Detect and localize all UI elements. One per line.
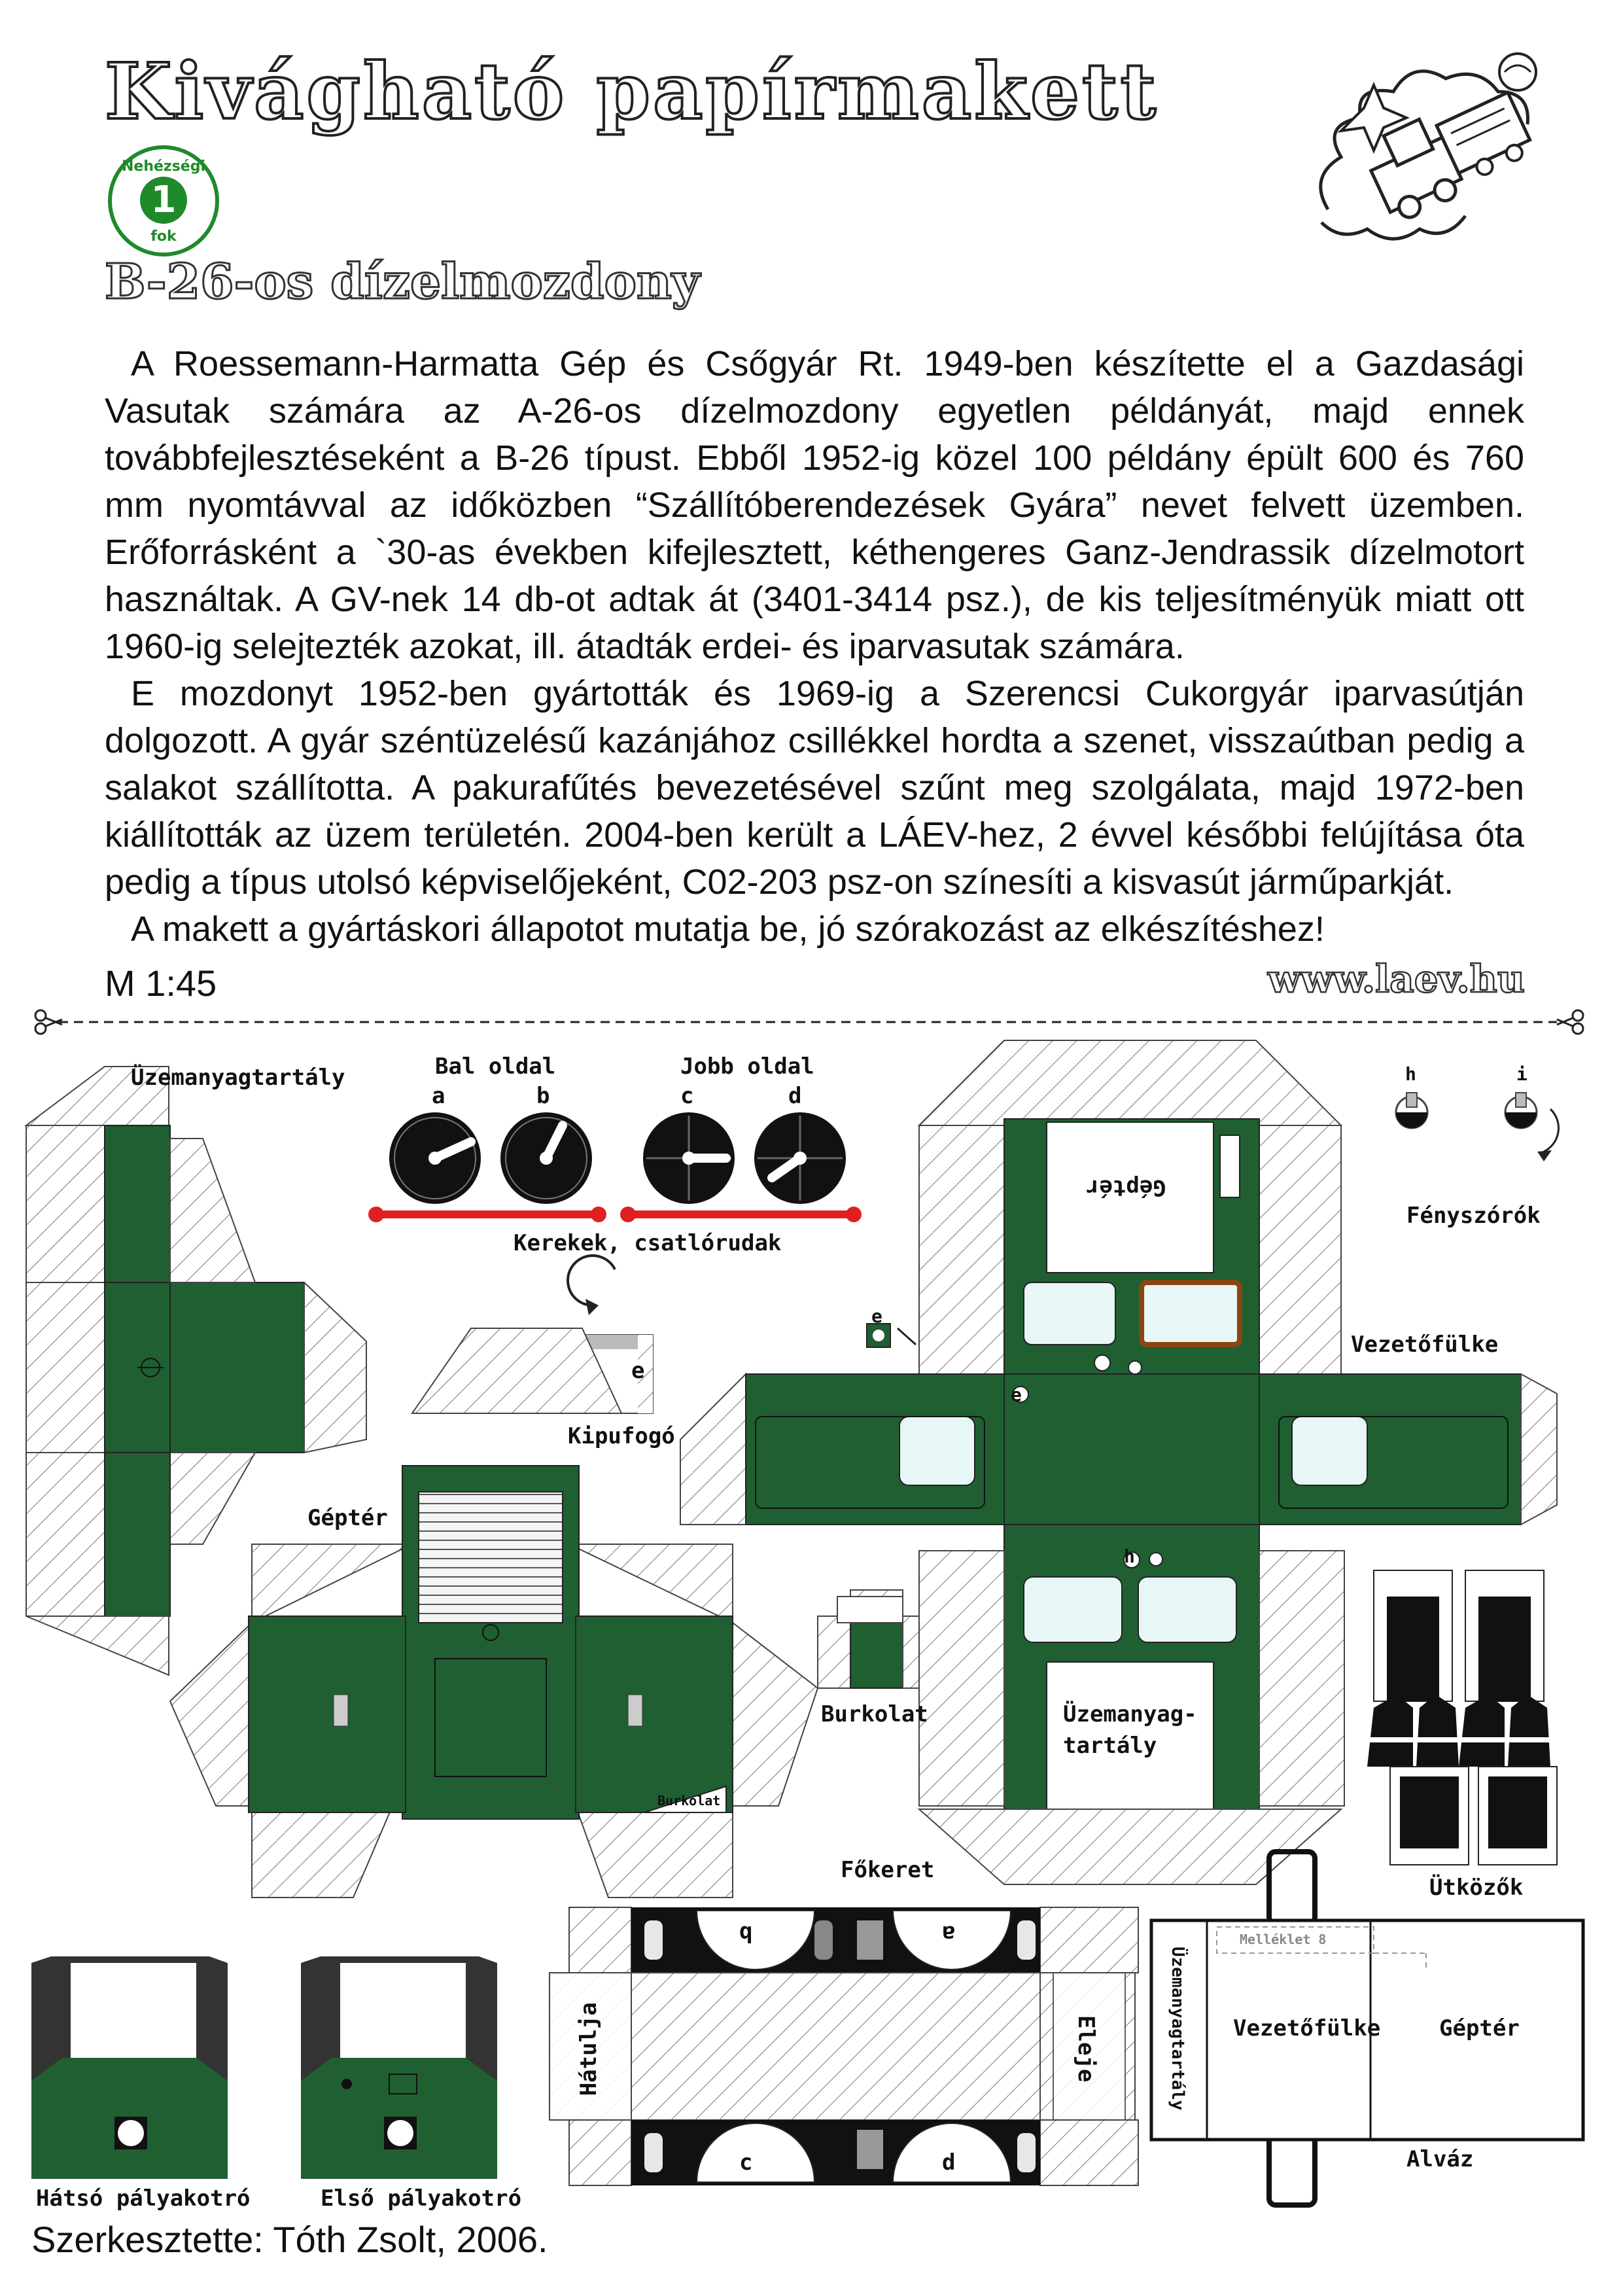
model-scale: M 1:45 xyxy=(105,963,217,1004)
chassis-cab-label: Vezetőfülke xyxy=(1233,2015,1381,2041)
headlights-label: Fényszórók xyxy=(1406,1203,1541,1229)
cab-marker-e: e xyxy=(871,1305,882,1327)
buffers-label: Ütközők xyxy=(1429,1875,1524,1901)
front-plow-label: Első pályakotró xyxy=(321,2185,522,2212)
main-frame-net xyxy=(550,1907,1138,2185)
wheels-right-side-label: Jobb oldal xyxy=(680,1053,814,1080)
difficulty-label-top: Nehézségi xyxy=(121,158,206,175)
cladding-tab-label: Burkolat xyxy=(657,1793,721,1809)
chassis-appendix-label: Melléklet 8 xyxy=(1240,1932,1327,1947)
intro-paragraph: A makett a gyártáskori állapotot mutatja be, jó szórakozást az elkészítéshez! xyxy=(131,910,1325,949)
scissors-icon xyxy=(35,1010,62,1034)
fuel-tank-label: Üzemanyagtartály xyxy=(131,1065,345,1091)
wheel-a xyxy=(389,1112,481,1204)
buffers-parts xyxy=(1367,1570,1557,1865)
main-frame-rear-label: Hátulja xyxy=(576,2002,602,2096)
wheels-set xyxy=(368,1112,862,1222)
chassis-engine-label: Géptér xyxy=(1439,2015,1520,2041)
wheel-c-label: c xyxy=(680,1083,694,1109)
main-frame-front-label: Eleje xyxy=(1073,2015,1099,2083)
cladding-label: Burkolat xyxy=(821,1701,928,1727)
fuel-tank-line-2: tartály xyxy=(1063,1733,1157,1759)
main-frame-label: Főkeret xyxy=(841,1857,935,1883)
engine-room-label: Géptér xyxy=(307,1505,388,1531)
chassis-label: Alváz xyxy=(1406,2146,1474,2172)
website-url: www.laev.hu xyxy=(1267,957,1525,1001)
wheel-d xyxy=(754,1112,846,1204)
wheel-c xyxy=(643,1112,735,1204)
intro-paragraph: A Roessemann-Harmatta Gép és Csőgyár Rt. 1949-ben készítette el a Gazdasági Vasutak számára az A-26-os dízelmozdony egyetlen példányát, majd ennek továbbfejlesztéseként a B-26 típust. Ebből 1952-ig közel 100 példány épült 600 és 760 mm nyomtávval az időközben “Szállítóberendezések Gyára” nevet felvett üzemben. Erőforrásként a `30-as években kifejlesztett, kéthengeres Ganz-Jendrassik dízelmotort használtak. A GV-nek 14 db-ot adtak át (3401-3414 psz.), de kis teljesítményük miatt ott 1960-ig selejtezték azokat, ill. átadták erdei- és iparvasutak számára. xyxy=(105,344,1524,666)
wheel-b-label: b xyxy=(536,1083,550,1109)
difficulty-value: 1 xyxy=(140,177,187,224)
headlights xyxy=(1396,1093,1558,1161)
cab-label: Vezetőfülke xyxy=(1351,1332,1499,1358)
intro-paragraph: E mozdonyt 1952-ben gyártották és 1969-ig a Szerencsi Cukorgyár iparvasútján dolgozott. A gyár széntüzelésű kazánjához csillékkel hordta a szenet, visszaútban pedig a salakot szállította. A pakurafűtés bevezetésével szűnt meg szolgálata, majd 1972-ben kiállították az üzem területén. 2004-ben került a LÁEV-hez, 2 évvel későbbi felújítása óta pedig a típus utolsó képviselőjeként, C02-203 psz-on színesíti a kisvasút járműparkját. xyxy=(105,674,1524,902)
credit-line: Szerkesztette: Tóth Zsolt, 2006. xyxy=(31,2219,548,2260)
rear-plow xyxy=(31,1956,228,2179)
difficulty-label-bottom: fok xyxy=(150,228,177,245)
cab-marker-h: h xyxy=(1124,1545,1135,1567)
wheel-a-label: a xyxy=(432,1083,445,1109)
rear-plow-label: Hátsó pályakotró xyxy=(36,2185,251,2212)
wheels-caption: Kerekek, csatlórudak xyxy=(514,1230,782,1256)
fuel-tank-line-1: Üzemanyag- xyxy=(1063,1701,1197,1727)
main-frame-wheel-b: b xyxy=(739,1920,753,1947)
cab-marker-e-side: e xyxy=(1011,1384,1022,1405)
chassis-fuel-tank-label: Üzemanyagtartály xyxy=(1168,1947,1187,2111)
wheels-left-side-label: Bal oldal xyxy=(435,1053,556,1080)
exhaust-marker-e: e xyxy=(631,1358,645,1384)
main-frame-wheel-a: a xyxy=(942,1920,956,1947)
front-plow xyxy=(301,1956,497,2179)
model-subtitle: B-26-os dízelmozdony xyxy=(105,254,700,310)
main-frame-wheel-c: c xyxy=(739,2149,753,2176)
wheel-b xyxy=(500,1112,592,1204)
main-frame-wheel-d: d xyxy=(942,2149,956,2176)
connecting-rod-left xyxy=(368,1207,606,1222)
headlight-h-label: h xyxy=(1405,1063,1416,1085)
cladding-part xyxy=(818,1590,922,1688)
headlight-i-label: i xyxy=(1516,1063,1527,1085)
exhaust-label: Kipufogó xyxy=(568,1423,675,1449)
wheel-d-label: d xyxy=(788,1083,802,1109)
page-title: Kivágható papírmakett xyxy=(105,46,1159,137)
engine-room-rotated-label: Géptér xyxy=(1086,1174,1166,1201)
scissors-icon xyxy=(1557,1010,1583,1034)
connecting-rod-right xyxy=(620,1207,862,1222)
